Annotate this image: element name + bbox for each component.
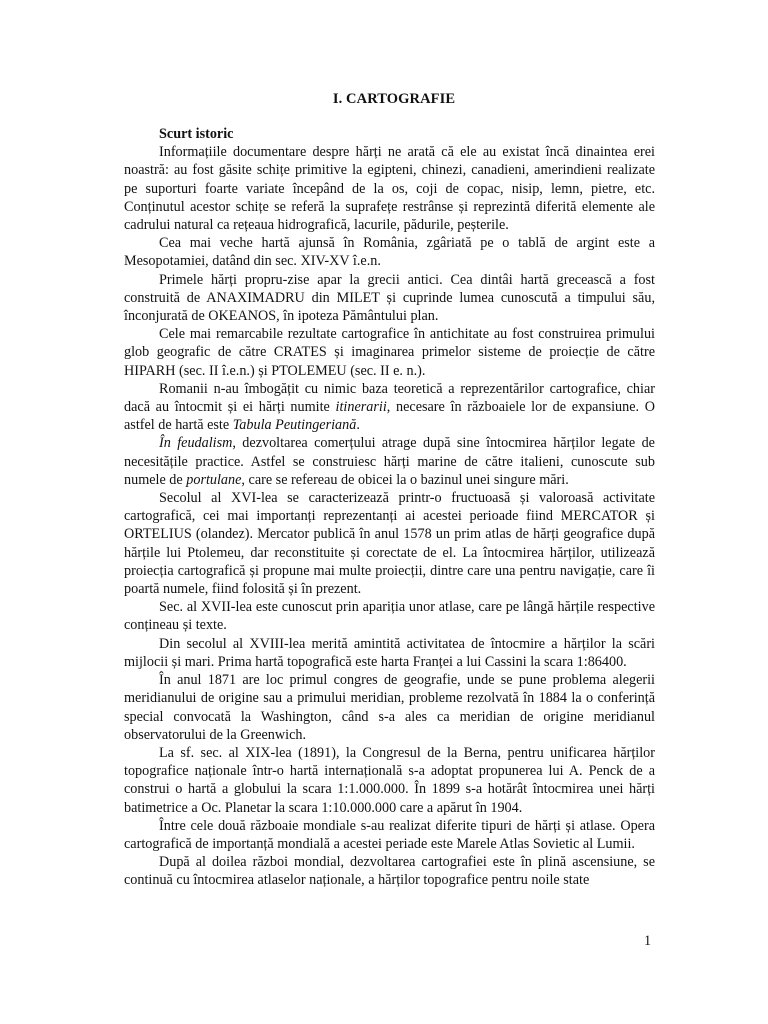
paragraph-text: Romanii n-au îmbogățit cu nimic baza teoretică a reprezentărilor cartografice, chiar dacă au întocmit și ei hărți numite (124, 380, 655, 416)
paragraph (124, 635, 655, 671)
paragraph (124, 744, 655, 817)
paragraph (124, 380, 655, 435)
body-text (124, 125, 655, 890)
italic-term: portulane (186, 471, 242, 488)
paragraph-text: Primele hărți propru-zise apar la grecii antici. Cea dintâi hartă grecească a fost construită de ANAXIMADRU din MILET și cuprinde lumea cunoscută a timpului său, înconjurată de OKEANOS, în ipoteza Pământului plan. (124, 271, 655, 325)
paragraph-text: Sec. al XVII-lea este cunoscut prin apariția unor atlase, care pe lângă hărțile respective conțineau și texte. (124, 599, 655, 634)
italic-term: itinerarii (335, 399, 387, 416)
paragraph (124, 671, 655, 744)
paragraph-text: Între cele două războaie mondiale s-au realizat diferite tipuri de hărți și atlase. Opera cartografică de importanță mondială a acestei periade este Marele Atlas Sovietic al Lumii. (124, 817, 655, 852)
paragraph-text: Secolul al XVI-lea se caracterizează printr-o fructuoasă și valoroasă activitate cartografică, cei mai importanți reprezentanți ai acestei perioade fiind MERCATOR și ORTELIUS (olandez). Mercator publică în anul 1578 un prim atlas de hărți geografice după hărțile lui Ptolemeu, dar reconstituite și corectate de el. La întocmirea hărților, utilizează proiecția cartografică și propune mai multe proiecții, dintre care una pentru navigație, care îi poartă numele, fiind folosită și în prezent. (124, 490, 655, 598)
paragraph (124, 234, 655, 270)
paragraph (124, 325, 655, 380)
italic-term: Tabula Peutingeriană (232, 417, 357, 434)
paragraph-text: Din secolul al XVIII-lea merită amintită activitatea de întocmire a hărților la scări mijlocii și mari. Prima hartă topografică este harta Franței a lui Cassini la scara 1:86400. (124, 635, 655, 670)
paragraph (124, 853, 655, 889)
paragraph (124, 271, 655, 326)
paragraph-text: Cele mai remarcabile rezultate cartografice în antichitate au fost construirea primului glob geografic de către CRATES și imaginarea primelor sisteme de proiecție de către HIPARH (sec. II î.e.n.) și PTOLEMEU (sec. II e. n.). (124, 326, 655, 379)
paragraph-text: În anul 1871 are loc primul congres de geografie, unde se pune problema alegerii meridianului de origine sau a primului meridian, probleme rezolvată în 1884 la o conferință special convocată la Washington, când s-a ales ca meridian de origine meridianul observatorului de la Greenwich. (124, 672, 655, 743)
paragraph-text: La sf. sec. al XIX-lea (1891), la Congresul de la Berna, pentru unificarea hărților topografice naționale într-o hartă internațională s-a adoptat propunerea lui A. Penck de a construi o hartă a globului la scara 1:1.000.000. În 1899 s-a hotărât întocmirea unei hărți batimetrice a Oc. Planetar la scara 1:10.000.000 care a apărut în 1904. (124, 744, 655, 816)
paragraph (124, 489, 655, 598)
paragraph-list (124, 143, 655, 889)
paragraph-text: . (356, 417, 360, 434)
paragraph (124, 434, 655, 489)
page-number: 1 (644, 933, 652, 949)
paragraph-text: , dezvoltarea comerțului atrage după sine întocmirea hărților legate de necesitățile practice. Astfel se construiesc hărți marine de către italieni, cunoscute sub numele de (124, 435, 655, 488)
section-heading: Scurt istoric (159, 126, 234, 142)
paragraph-text: , necesare în războaiele lor de expansiune. O astfel de hartă este (124, 399, 655, 434)
paragraph (124, 598, 655, 634)
paragraph-text: Cea mai veche hartă ajunsă în România, zgâriată pe o tablă de argint este a Mesopotamiei, datând din sec. XIV-XV î.e.n. (124, 235, 655, 270)
paragraph (124, 143, 655, 234)
chapter-title: I. CARTOGRAFIE (332, 91, 456, 107)
paragraph-text: După al doilea război mondial, dezvoltarea cartografiei este în plină ascensiune, se continuă cu întocmirea atlaselor naționale, a hărților topografice pentru noile state (124, 854, 655, 889)
paragraph-text: , care se refereau de obicei la o bazinul unei singure mări. (241, 471, 569, 488)
paragraph-text: Informațiile documentare despre hărți ne arată că ele au existat încă dinaintea erei noastră: au fost găsite schițe primitive la egipteni, chinezi, canadieni, amerindieni realizate pe suporturi foarte variate începând de la os, coji de copac, nisip, lemn, pietre, etc. Conținutul acestor schițe se referă la suprafețe restrânse și reprezintă diferită elemente ale cadrului natural ca rețeaua hidrografică, lacurile, pădurile, peșterile. (124, 144, 655, 234)
italic-term: În feudalism (159, 435, 233, 452)
paragraph (124, 817, 655, 853)
